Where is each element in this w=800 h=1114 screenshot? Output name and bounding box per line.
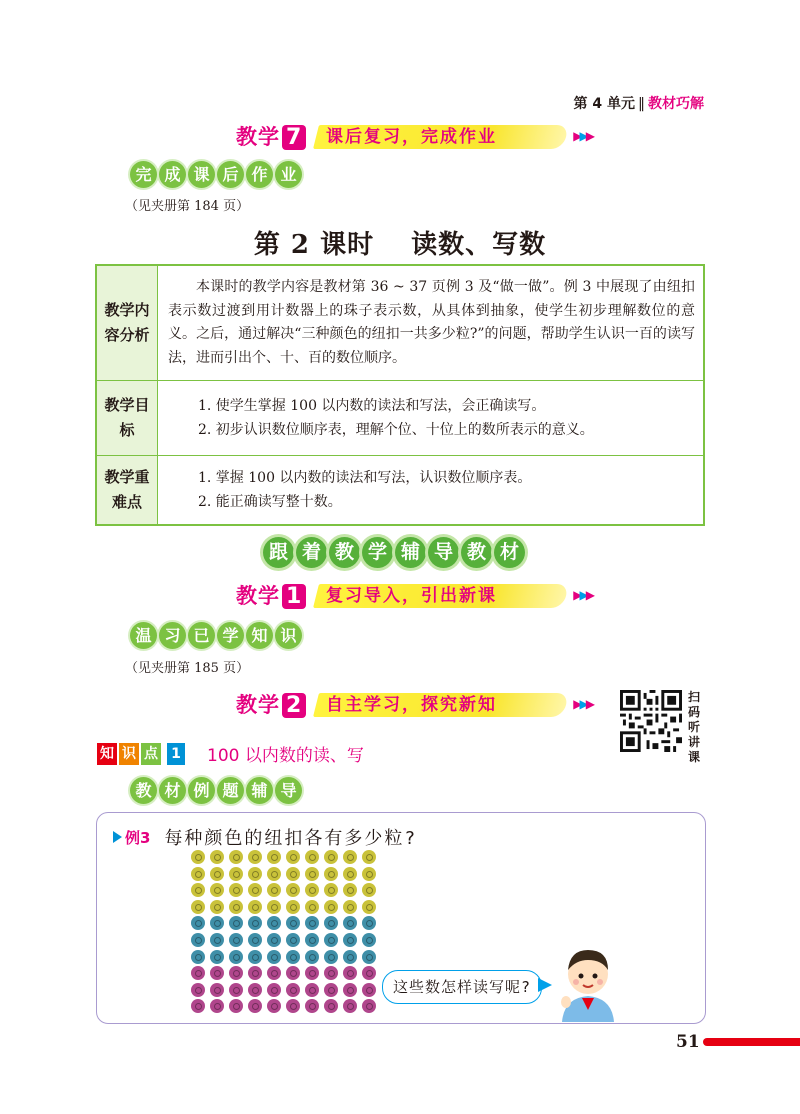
button-dot bbox=[267, 999, 281, 1013]
step-title: 自主学习，探究新知 bbox=[326, 695, 497, 715]
header-separator: ‖ bbox=[638, 96, 645, 112]
arrows-icon: ▶▶▶ bbox=[573, 697, 592, 711]
step-tag-text: 教学 bbox=[236, 584, 280, 608]
knowledge-point-header bbox=[97, 741, 364, 766]
button-dot bbox=[210, 883, 224, 897]
banner-char: 辅 bbox=[395, 537, 426, 568]
objective-item: 1. 使学生掌握 100 以内数的读法和写法，会正确读写。 bbox=[198, 398, 546, 414]
row-content bbox=[158, 265, 705, 381]
button-dot bbox=[286, 916, 300, 930]
button-dot bbox=[229, 850, 243, 864]
key-point-item: 1. 掌握 100 以内数的读法和写法，认识数位顺序表。 bbox=[198, 470, 532, 486]
tag-char: 温 bbox=[130, 622, 157, 649]
review-reference: （见夹册第 185 页） bbox=[125, 661, 250, 676]
button-dot bbox=[267, 983, 281, 997]
tag-char: 后 bbox=[217, 161, 244, 188]
button-dot bbox=[248, 867, 262, 881]
button-dot bbox=[343, 966, 357, 980]
button-dot bbox=[267, 850, 281, 864]
button-dot bbox=[229, 933, 243, 947]
button-dot bbox=[210, 900, 224, 914]
button-dot bbox=[210, 999, 224, 1013]
tag-char: 作 bbox=[246, 161, 273, 188]
button-dot bbox=[191, 916, 205, 930]
kp-char: 点 bbox=[141, 743, 161, 765]
button-dot bbox=[229, 916, 243, 930]
example-tag bbox=[130, 777, 302, 805]
tag-char: 课 bbox=[188, 161, 215, 188]
button-dot bbox=[362, 966, 376, 980]
button-dot bbox=[229, 999, 243, 1013]
button-dot bbox=[362, 900, 376, 914]
row-content bbox=[158, 456, 705, 526]
key-point-item: 2. 能正确读写整十数。 bbox=[198, 494, 342, 510]
tag-char: 教 bbox=[130, 777, 157, 804]
button-dot bbox=[286, 850, 300, 864]
button-dot bbox=[248, 916, 262, 930]
button-dot bbox=[210, 867, 224, 881]
row-label: 教学内容分析 bbox=[96, 265, 158, 381]
tag-char: 完 bbox=[130, 161, 157, 188]
objective-item: 2. 初步认识数位顺序表，理解个位、十位上的数所表示的意义。 bbox=[198, 422, 594, 438]
table-row bbox=[96, 381, 704, 456]
button-dot bbox=[324, 950, 338, 964]
button-dot bbox=[343, 999, 357, 1013]
button-dot bbox=[267, 933, 281, 947]
bubble-tail bbox=[538, 978, 552, 992]
button-dot bbox=[191, 900, 205, 914]
button-dot bbox=[286, 999, 300, 1013]
button-dot bbox=[248, 850, 262, 864]
button-dot bbox=[343, 933, 357, 947]
button-dot bbox=[286, 933, 300, 947]
button-dot bbox=[362, 867, 376, 881]
button-dot bbox=[286, 983, 300, 997]
lesson-info-table bbox=[95, 264, 705, 526]
button-dot bbox=[229, 950, 243, 964]
button-dot bbox=[267, 950, 281, 964]
step-title: 课后复习，完成作业 bbox=[326, 127, 497, 147]
tag-char: 业 bbox=[275, 161, 302, 188]
button-dot bbox=[362, 983, 376, 997]
step-tag-text: 教学 bbox=[236, 125, 280, 149]
button-dot bbox=[305, 966, 319, 980]
button-dot bbox=[305, 950, 319, 964]
button-dot bbox=[229, 883, 243, 897]
banner-char: 跟 bbox=[263, 537, 294, 568]
button-dot bbox=[191, 999, 205, 1013]
button-dot bbox=[210, 950, 224, 964]
example-question: 每种颜色的纽扣各有多少粒? bbox=[164, 828, 418, 849]
content-analysis-text: 本课时的教学内容是教材第 36 ~ 37 页例 3 及“做一做”。例 3 中展现了由纽扣表示数过渡到用计数器上的珠子表示数，从具体到抽象，使学生初步理解数位的意义。之后，通过解决“三种颜色的纽扣一共多少粒?”的问题，帮助学生认识一百的读写法，进而引出个、十、百的数位顺序。 bbox=[168, 279, 695, 366]
button-dot bbox=[229, 983, 243, 997]
speech-bubble: 这些数怎样读写呢? bbox=[382, 970, 542, 1004]
button-dot bbox=[248, 983, 262, 997]
step-tag bbox=[230, 580, 312, 612]
row-label: 教学目标 bbox=[96, 381, 158, 456]
kp-title: 100 以内数的读、写 bbox=[207, 746, 364, 766]
button-dot bbox=[286, 867, 300, 881]
button-dot bbox=[305, 999, 319, 1013]
button-dot bbox=[229, 966, 243, 980]
button-dot bbox=[343, 883, 357, 897]
button-dot bbox=[362, 999, 376, 1013]
homework-tag bbox=[130, 161, 302, 189]
lesson-title: 第 2 课时 读数、写数 bbox=[253, 230, 547, 260]
step-tag bbox=[230, 121, 312, 153]
tag-char: 例 bbox=[188, 777, 215, 804]
page-number: 51 bbox=[676, 1032, 700, 1052]
button-dot bbox=[305, 883, 319, 897]
banner-char: 材 bbox=[494, 537, 525, 568]
button-dot bbox=[210, 983, 224, 997]
button-dot bbox=[191, 950, 205, 964]
arrows-icon: ▶▶▶ bbox=[573, 588, 592, 602]
boy-illustration bbox=[548, 940, 628, 1022]
tag-char: 习 bbox=[159, 622, 186, 649]
button-dot bbox=[324, 883, 338, 897]
button-dot bbox=[191, 850, 205, 864]
button-dot bbox=[324, 850, 338, 864]
button-dot bbox=[324, 983, 338, 997]
tag-char: 辅 bbox=[246, 777, 273, 804]
tag-char: 题 bbox=[217, 777, 244, 804]
button-dot bbox=[210, 966, 224, 980]
step-title: 复习导入，引出新课 bbox=[326, 586, 497, 606]
review-tag bbox=[130, 622, 302, 650]
example-header bbox=[113, 824, 417, 850]
step-number: 7 bbox=[282, 125, 306, 150]
button-dot bbox=[324, 933, 338, 947]
tag-char: 已 bbox=[188, 622, 215, 649]
button-dot bbox=[248, 933, 262, 947]
step-number: 2 bbox=[282, 693, 306, 718]
button-dot bbox=[210, 916, 224, 930]
button-dot bbox=[267, 883, 281, 897]
button-dot bbox=[324, 916, 338, 930]
tag-char: 知 bbox=[246, 622, 273, 649]
button-dot bbox=[229, 900, 243, 914]
button-dot bbox=[191, 867, 205, 881]
step2-banner bbox=[230, 689, 592, 721]
button-dot bbox=[191, 983, 205, 997]
button-dot bbox=[248, 900, 262, 914]
banner-char: 学 bbox=[362, 537, 393, 568]
button-dot bbox=[305, 850, 319, 864]
follow-textbook-banner bbox=[263, 537, 525, 568]
button-dot bbox=[305, 916, 319, 930]
button-dot bbox=[248, 950, 262, 964]
homework-reference: （见夹册第 184 页） bbox=[125, 199, 250, 214]
tag-char: 学 bbox=[217, 622, 244, 649]
button-dot bbox=[191, 883, 205, 897]
button-dot bbox=[324, 900, 338, 914]
button-dot bbox=[267, 916, 281, 930]
table-row bbox=[96, 456, 704, 526]
qr-label: 扫码听讲课 bbox=[688, 690, 701, 764]
button-dot bbox=[267, 900, 281, 914]
button-dot bbox=[191, 933, 205, 947]
arrows-icon: ▶▶▶ bbox=[573, 129, 592, 143]
kp-char: 识 bbox=[119, 743, 139, 765]
button-dot bbox=[362, 883, 376, 897]
button-dot bbox=[343, 850, 357, 864]
tag-char: 材 bbox=[159, 777, 186, 804]
row-content bbox=[158, 381, 705, 456]
button-dot bbox=[248, 966, 262, 980]
page-decoration-bar bbox=[703, 1038, 800, 1046]
button-dot bbox=[324, 867, 338, 881]
button-dot bbox=[343, 900, 357, 914]
example-label: 例3 bbox=[125, 828, 151, 847]
running-header bbox=[574, 93, 705, 113]
step7-banner bbox=[230, 121, 592, 153]
step1-banner bbox=[230, 580, 592, 612]
button-dot bbox=[248, 999, 262, 1013]
banner-char: 教 bbox=[329, 537, 360, 568]
button-dot bbox=[324, 999, 338, 1013]
banner-char: 导 bbox=[428, 537, 459, 568]
button-dot bbox=[343, 983, 357, 997]
button-dot bbox=[286, 966, 300, 980]
button-dot bbox=[210, 850, 224, 864]
button-dot bbox=[343, 950, 357, 964]
button-dot bbox=[324, 966, 338, 980]
button-dot bbox=[286, 900, 300, 914]
button-dot bbox=[343, 916, 357, 930]
row-label: 教学重难点 bbox=[96, 456, 158, 526]
tag-char: 导 bbox=[275, 777, 302, 804]
button-dot bbox=[305, 933, 319, 947]
button-dot bbox=[305, 900, 319, 914]
step-tag-text: 教学 bbox=[236, 693, 280, 717]
button-dot bbox=[362, 916, 376, 930]
button-dot bbox=[267, 867, 281, 881]
triangle-icon bbox=[113, 831, 122, 843]
step-tag bbox=[230, 689, 312, 721]
qr-code-icon[interactable] bbox=[620, 690, 682, 752]
unit-label: 第 4 单元 bbox=[573, 96, 635, 112]
banner-char: 着 bbox=[296, 537, 327, 568]
button-dot bbox=[305, 867, 319, 881]
button-grid-illustration bbox=[191, 850, 381, 1020]
kp-number: 1 bbox=[167, 743, 185, 765]
button-dot bbox=[248, 883, 262, 897]
button-dot bbox=[229, 867, 243, 881]
button-dot bbox=[362, 933, 376, 947]
button-dot bbox=[305, 983, 319, 997]
tag-char: 成 bbox=[159, 161, 186, 188]
book-title: 教材巧解 bbox=[648, 96, 704, 112]
button-dot bbox=[343, 867, 357, 881]
button-dot bbox=[191, 966, 205, 980]
step-number: 1 bbox=[282, 584, 306, 609]
button-dot bbox=[267, 966, 281, 980]
button-dot bbox=[286, 883, 300, 897]
button-dot bbox=[286, 950, 300, 964]
kp-char: 知 bbox=[97, 743, 117, 765]
button-dot bbox=[210, 933, 224, 947]
button-dot bbox=[362, 850, 376, 864]
button-dot bbox=[362, 950, 376, 964]
banner-char: 教 bbox=[461, 537, 492, 568]
table-row bbox=[96, 265, 704, 381]
tag-char: 识 bbox=[275, 622, 302, 649]
